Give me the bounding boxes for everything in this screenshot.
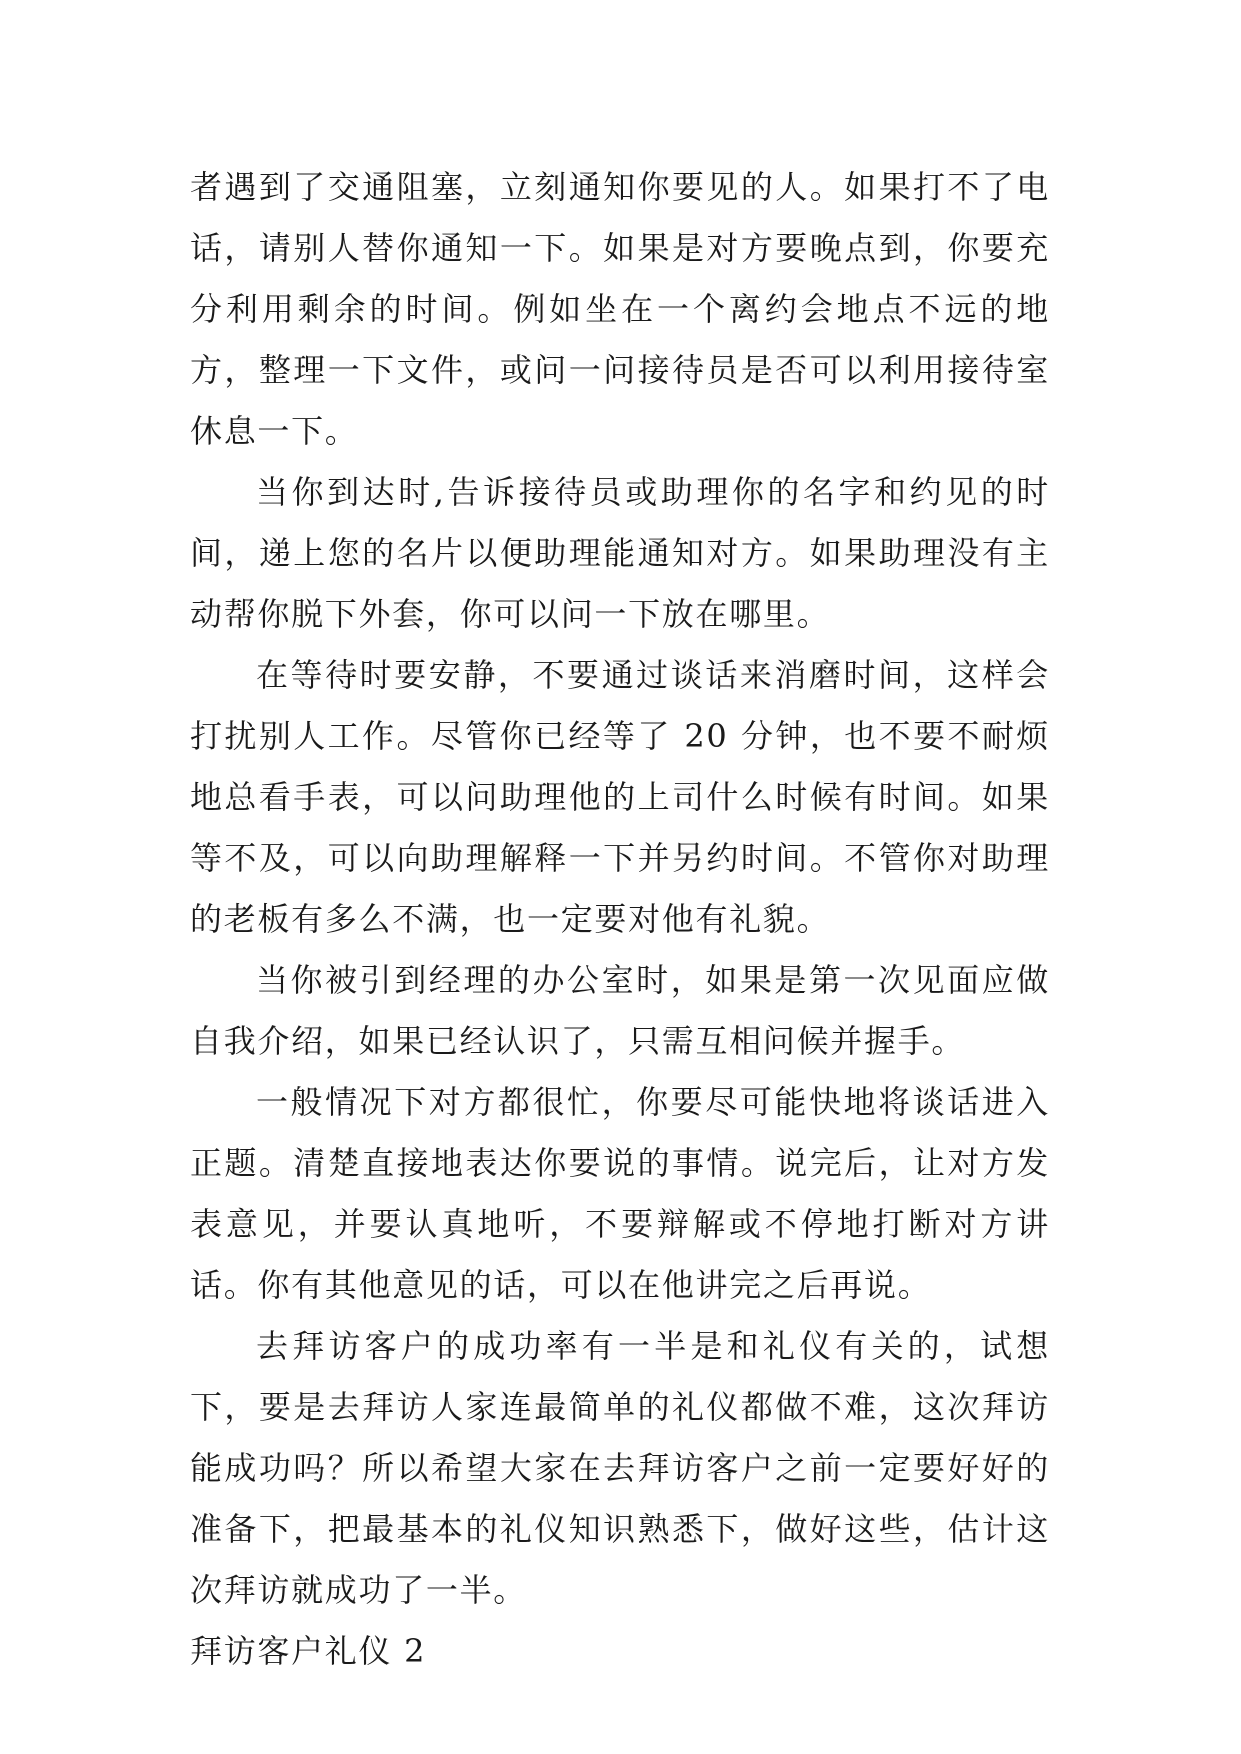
- paragraph-2: 当你到达时,告诉接待员或助理你的名字和约见的时间，递上您的名片以便助理能通知对方。如果助理没有主动帮你脱下外套，你可以问一下放在哪里。: [190, 473, 1050, 633]
- section-heading: 拜访客户礼仪 2: [190, 1632, 427, 1670]
- paragraph-3: 在等待时要安静，不要通过谈话来消磨时间，这样会打扰别人工作。尽管你已经等了 20 分钟，也不要不耐烦地总看手表，可以问助理他的上司什么时候有时间。如果等不及，可以向助理解释一下并另约时间。不管你对助理的老板有多么不满，也一定要对他有礼貌。: [190, 656, 1050, 938]
- paragraph-5: 一般情况下对方都很忙，你要尽可能快地将谈话进入正题。清楚直接地表达你要说的事情。说完后，让对方发表意见，并要认真地听，不要辩解或不停地打断对方讲话。你有其他意见的话，可以在他讲完之后再说。: [190, 1083, 1050, 1304]
- paragraph-6: 去拜访客户的成功率有一半是和礼仪有关的，试想下，要是去拜访人家连最简单的礼仪都做不难，这次拜访能成功吗？所以希望大家在去拜访客户之前一定要好好的准备下，把最基本的礼仪知识熟悉下，做好这些，估计这次拜访就成功了一半。: [190, 1327, 1050, 1609]
- paragraph-1: 者遇到了交通阻塞，立刻通知你要见的人。如果打不了电话，请别人替你通知一下。如果是对方要晚点到，你要充分利用剩余的时间。例如坐在一个离约会地点不远的地方，整理一下文件，或问一问接待员是否可以利用接待室休息一下。: [190, 168, 1050, 450]
- document-body: [190, 157, 1050, 1682]
- paragraph-4: 当你被引到经理的办公室时，如果是第一次见面应做自我介绍，如果已经认识了，只需互相问候并握手。: [190, 961, 1050, 1060]
